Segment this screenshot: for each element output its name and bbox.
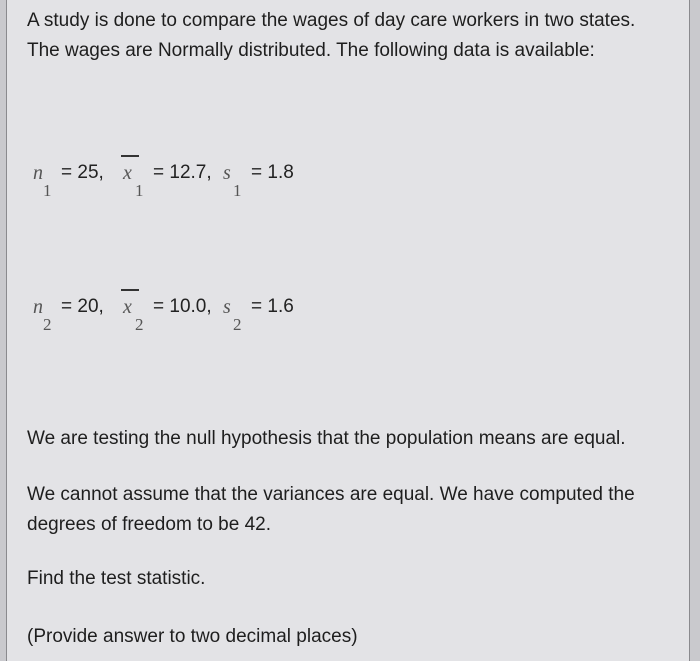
s1-symbol: s — [223, 162, 231, 184]
s2-subscript: 2 — [233, 315, 242, 334]
instruction-text: (Provide answer to two decimal places) — [27, 626, 358, 647]
n1-value: = 25, — [61, 162, 104, 183]
null-hypothesis-text: We are testing the null hypothesis that the population means are equal. — [27, 428, 626, 449]
x2-bar — [121, 289, 139, 291]
n2-symbol: n — [33, 296, 43, 318]
x2-value: = 10.0, — [153, 296, 212, 317]
variance-note-line-2: degrees of freedom to be 42. — [27, 514, 271, 535]
task-text: Find the test statistic. — [27, 568, 206, 589]
sample-1-equation — [31, 145, 431, 205]
intro-line-1: A study is done to compare the wages of day care workers in two states. — [27, 10, 636, 31]
intro-text — [27, 6, 677, 66]
intro-line-2: The wages are Normally distributed. The following data is available: — [27, 40, 595, 61]
n1-subscript: 1 — [43, 181, 52, 200]
n2-subscript: 2 — [43, 315, 52, 334]
n2-value: = 20, — [61, 296, 104, 317]
sample-2-equation — [31, 279, 431, 339]
question-panel — [6, 0, 690, 661]
variance-note — [27, 480, 677, 540]
s2-symbol: s — [223, 296, 231, 318]
x2-symbol: x — [123, 296, 132, 318]
s1-subscript: 1 — [233, 181, 242, 200]
s1-value: = 1.8 — [251, 162, 294, 183]
x1-value: = 12.7, — [153, 162, 212, 183]
x1-subscript: 1 — [135, 181, 144, 200]
n1-symbol: n — [33, 162, 43, 184]
x1-symbol: x — [123, 162, 132, 184]
s2-value: = 1.6 — [251, 296, 294, 317]
variance-note-line-1: We cannot assume that the variances are equal. We have computed the — [27, 484, 635, 505]
x2-subscript: 2 — [135, 315, 144, 334]
x1-bar — [121, 155, 139, 157]
